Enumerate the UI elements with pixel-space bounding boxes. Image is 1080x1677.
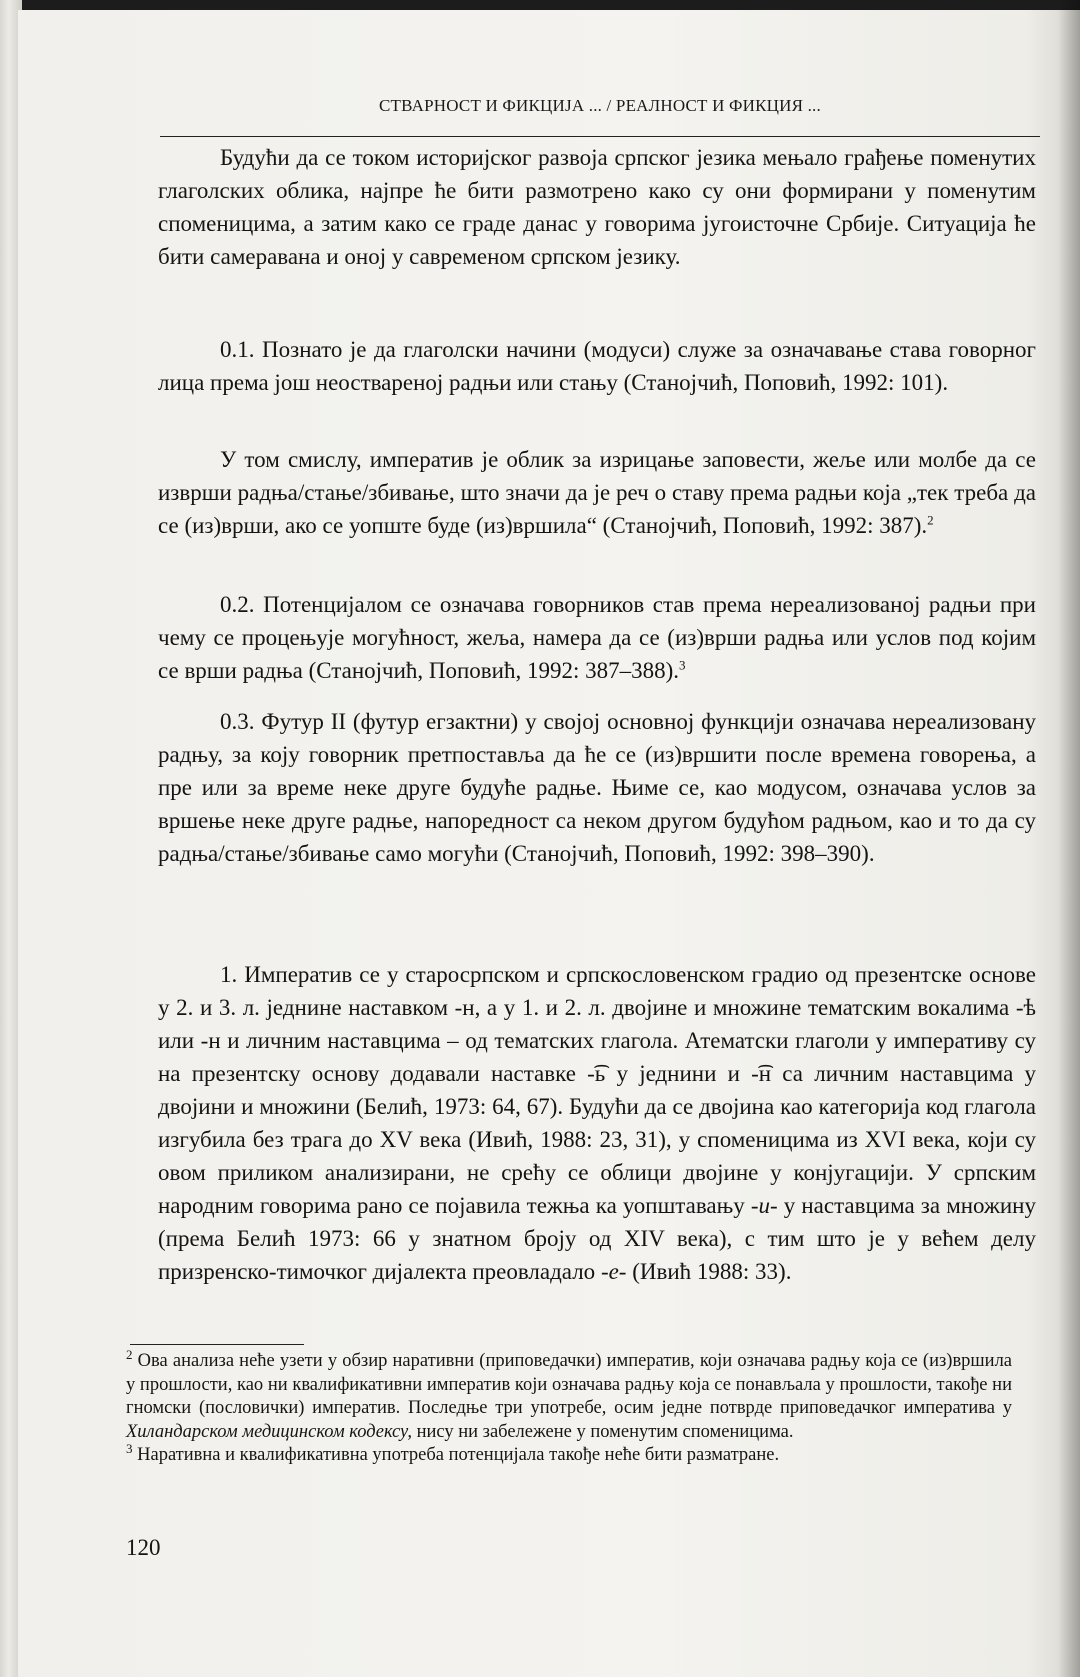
paragraph-imperative-text: У том смислу, императив је облик за изрицање заповести, жеље или молбе да се изврши радња/стање/збивање, што значи да је реч о ставу према радњи која „тек треба да се (из)врши, ако се уопште буде (из)вршила“ (Станојчић, Поповић, 1992: 387). [158,447,1036,538]
paragraph-section-1-part-a: 1. Императив се у старосрпском и српскословенском градио од презентске основе у 2. и 3. л. једнине наставком -н, а у 1. и 2. л. двојине и множине тематским вокалима -ѣ или -н и личним наставцима – од тематских глагола. Атематски глаголи у императиву су на презентску основу додавали наставке -͡ь у једнини и -͡н са личним наставцима у двојини и множини (Белић, 1973: 64, 67). Будући да се двојина као категорија код глагола изгубила без трага до XV века (Ивић, 1988: 23, 31), у споменицима из XVI века, који су овом приликом анализирани, не срећу се облици двојине у конјугацији. У српским народним говорима рано се појавила тежња ка уопштавању [158,962,1036,1218]
footnote-2-italic: Хиландарском медицинском кодексу, [126,1421,412,1442]
header-rule [160,136,1040,137]
footnote-2-mark: 2 [126,1346,133,1362]
paragraph-0-1: 0.1. Познато је да глаголски начини (модуси) служе за означавање става говорног лица према још неоствареној радњи или стању (Станојчић, Поповић, 1992: 101). [158,337,1036,395]
footnotes [126,1346,1013,1468]
footnote-3-mark: 3 [126,1440,133,1456]
paragraph-0-2-text: 0.2. Потенцијалом се означава говорников став према нереализованој радњи при чему се процењује могућност, жеља, намера да се (из)врши радња или услов под којим се врши радња (Станојчић, Поповић, 1992: 387–388). [158,592,1036,683]
paragraph-section-1-part-b: у наставцима за множину (према Белић 1973: 66 у знатном броју од XIV века), с тим што је у већем делу призренско-тимочког дијалекта преовладало [158,1193,1036,1284]
footnote-3 [126,1440,1012,1468]
footnote-ref-2: 2 [927,512,934,528]
footnote-2-text-a: Ова анализа неће узети у обзир наративни (приповедачки) императив, који означава радњу која се (из)вршила у прошлости, као ни квалификативни императив који означава радњу која се понављала у прошлости, такође ни гномски (пословички) императив. Последње три употребе, осим једне потврде приповедачког императива у [126,1351,1013,1418]
footnote-3-text: Наративна и квалификативна употреба потенцијала такође неће бити разматране. [137,1445,780,1465]
footnote-2-text-b: нису ни забележене у поменутим споменицима. [416,1421,794,1442]
footnote-ref-3: 3 [679,657,686,673]
page-number: 120 [126,1535,161,1560]
paragraph-intro: Будући да се током историјског развоја српског језика мењало грађење поменутих глаголских облика, најпре ће бити размотрено како су они формирани у поменутим споменицима, а затим како се граде данас у говорима југоисточне Србије. Ситуација ће бити самеравана и оној у савременом српском језику. [158,145,1036,269]
footnote-rule [130,1344,304,1345]
suffix-e: -е- [600,1259,627,1284]
paragraph-0-3: 0.3. Футур II (футур егзактни) у својој основној функцији означава нереализовану радњу, за коју говорник претпоставља да ће се (из)вршити после времена говорења, а пре или за време неке друге будуће радње. Њиме се, као модусом, означава услов за вршење неке друге радње, напоредност са неком другом будућом радњом, као и то да су радња/стање/збивање само могући (Станојчић, Поповић, 1992: 398–390). [158,709,1036,866]
paragraph-section-1-part-c: (Ивић 1988: 33). [632,1259,792,1284]
running-header: СТВАРНОСТ И ФИКЦИЈА ... / РЕАЛНОСТ И ФИКЦИЯ ... [379,96,821,115]
footnote-2 [126,1346,1013,1444]
paragraph-0-2 [158,588,1036,687]
paragraph-section-1 [158,958,1036,1288]
binding-shadow [1058,0,1080,1677]
suffix-i: -и- [750,1193,778,1218]
paragraph-imperative-definition [158,443,1036,542]
